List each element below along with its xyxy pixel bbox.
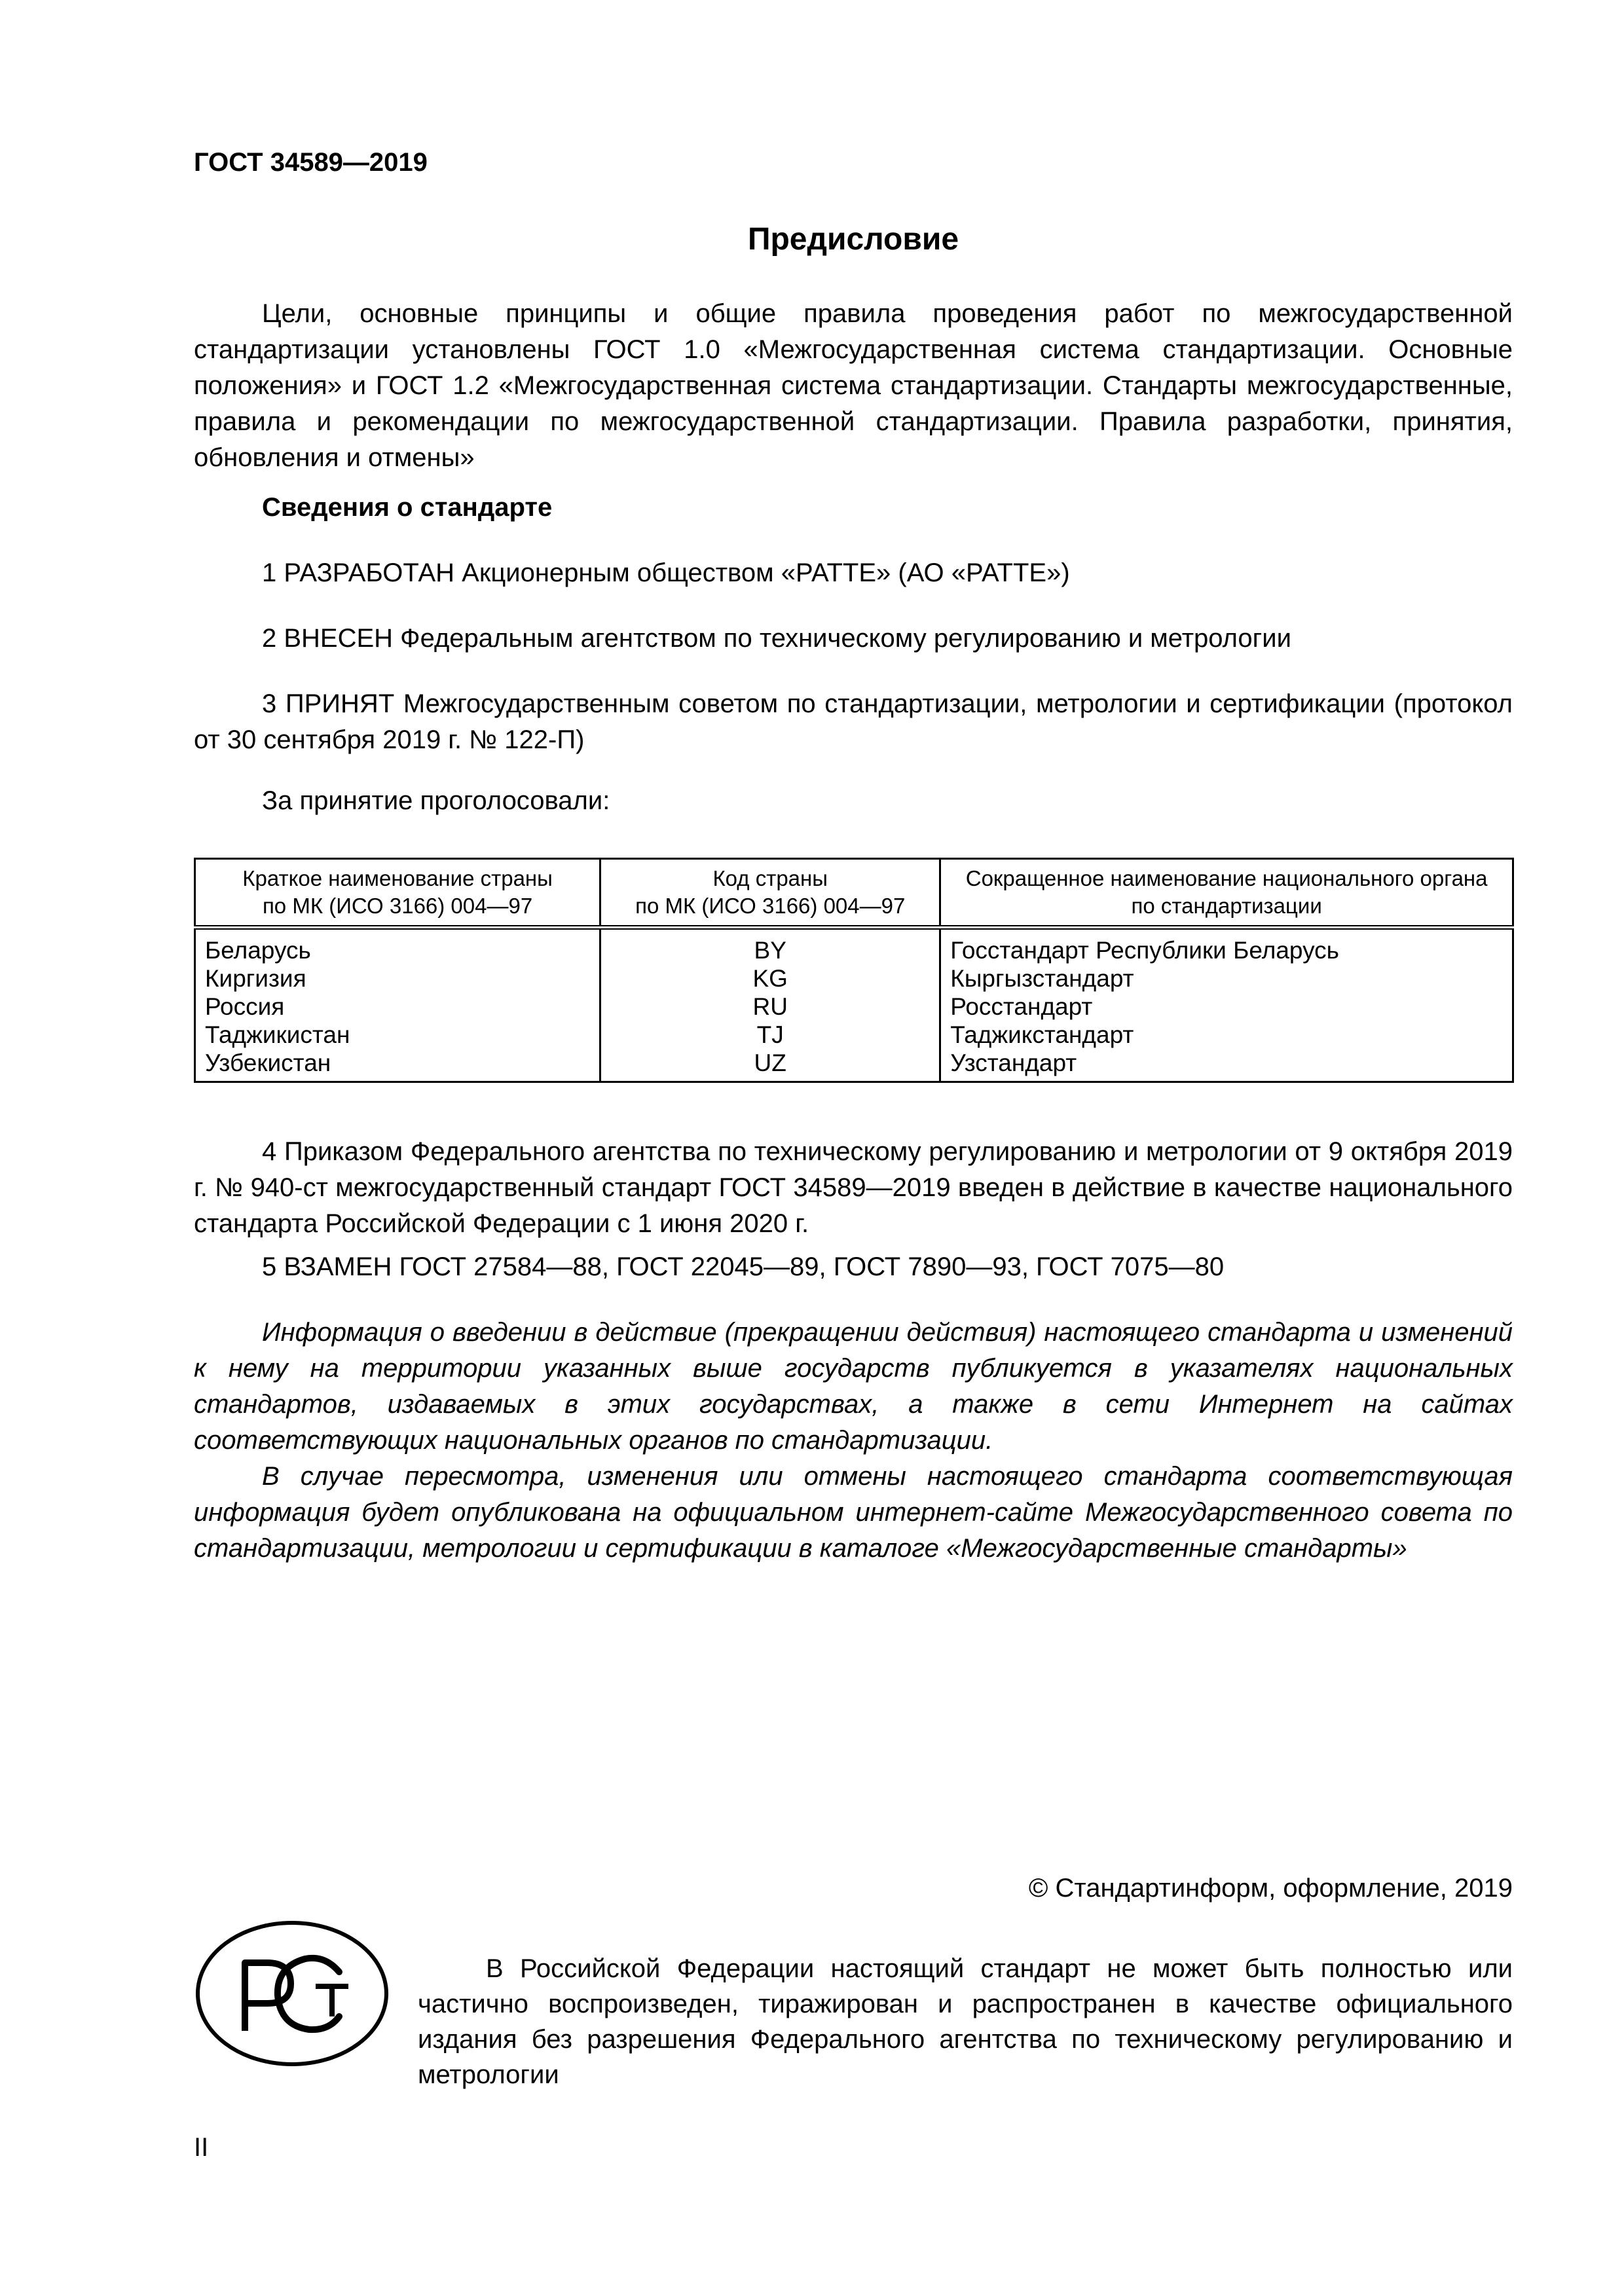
voting-table [194, 858, 1514, 1083]
intro-paragraph: Цели, основные принципы и общие правила проведения работ по межгосударственной стандартизации установлены ГОСТ 1.0 «Межгосударственная система стандартизации. Основные положения» и ГОСТ 1.2 «Межгосударственная система стандартизации. Стандарты межгосударственные, правила и рекомендации по межгосударственной стандартизации. Правила разработки, принятия, обновления и отмены» [194, 299, 1513, 472]
info-paragraph-1: Информация о введении в действие (прекращении действия) настоящего стандарта и изменений к нему на территории указанных выше государств публикуется в указателях национальных стандартов, издаваемых в этих государствах, а также в сети Интернет на сайтах соответствующих национальных органов по стандартизации. [194, 1318, 1513, 1455]
table-header-row [195, 859, 1513, 928]
column-header-country: Краткое наименование страны по МК (ИСО 3166) 004—97 [195, 859, 600, 928]
standard-designation: ГОСТ 34589—2019 [194, 148, 428, 177]
body-cell: Госстандарт Республики Беларусь Кыргызстандарт Росстандарт Таджикстандарт Узстандарт [940, 928, 1513, 1082]
item-4: 4 Приказом Федерального агентства по техническому регулированию и метрологии от 9 октября 2019 г. № 940-ст межгосударственный стандарт ГОСТ 34589—2019 введен в действие в качестве национального стандарта Российской Федерации с 1 июня 2020 г. [194, 1137, 1513, 1238]
copyright-line: © Стандартинформ, оформление, 2019 [1028, 1874, 1513, 1903]
item-2: 2 ВНЕСЕН Федеральным агентством по техническому регулированию и метрологии [262, 624, 1291, 653]
item-1: 1 РАЗРАБОТАН Акционерным обществом «РАТТЕ» (АО «РАТТЕ») [262, 558, 1070, 587]
page-number: II [194, 2133, 209, 2162]
column-header-code: Код страны по МК (ИСО 3166) 004—97 [600, 859, 940, 928]
info-paragraph-2: В случае пересмотра, изменения или отмены настоящего стандарта соответствующая информация будет опубликована на официальном интернет-сайте Межгосударственного совета по стандартизации, метрологии и сертификации в каталоге «Межгосударственные стандарты» [194, 1462, 1513, 1563]
column-header-body: Сокращенное наименование национального органа по стандартизации [940, 859, 1513, 928]
reproduction-notice: В Российской Федерации настоящий стандарт не может быть полностью или частично воспроизведен, тиражирован и распространен в качестве официального издания без разрешения Федерального агентства по техническому регулированию и метрологии [418, 1954, 1513, 2089]
rst-logo-icon [194, 1918, 390, 2069]
country-cell: Беларусь Киргизия Россия Таджикистан Узбекистан [195, 928, 600, 1082]
item-3: 3 ПРИНЯТ Межгосударственным советом по стандартизации, метрологии и сертификации (протокол от 30 сентября 2019 г. № 122-П) [194, 689, 1513, 754]
voted-label: За принятие проголосовали: [262, 786, 610, 815]
table-row [195, 928, 1513, 1082]
page-title: Предисловие [747, 222, 959, 257]
section-heading: Сведения о стандарте [262, 493, 553, 522]
item-5: 5 ВЗАМЕН ГОСТ 27584—88, ГОСТ 22045—89, ГОСТ 7890—93, ГОСТ 7075—80 [262, 1252, 1225, 1281]
code-cell: BY KG RU TJ UZ [600, 928, 940, 1082]
